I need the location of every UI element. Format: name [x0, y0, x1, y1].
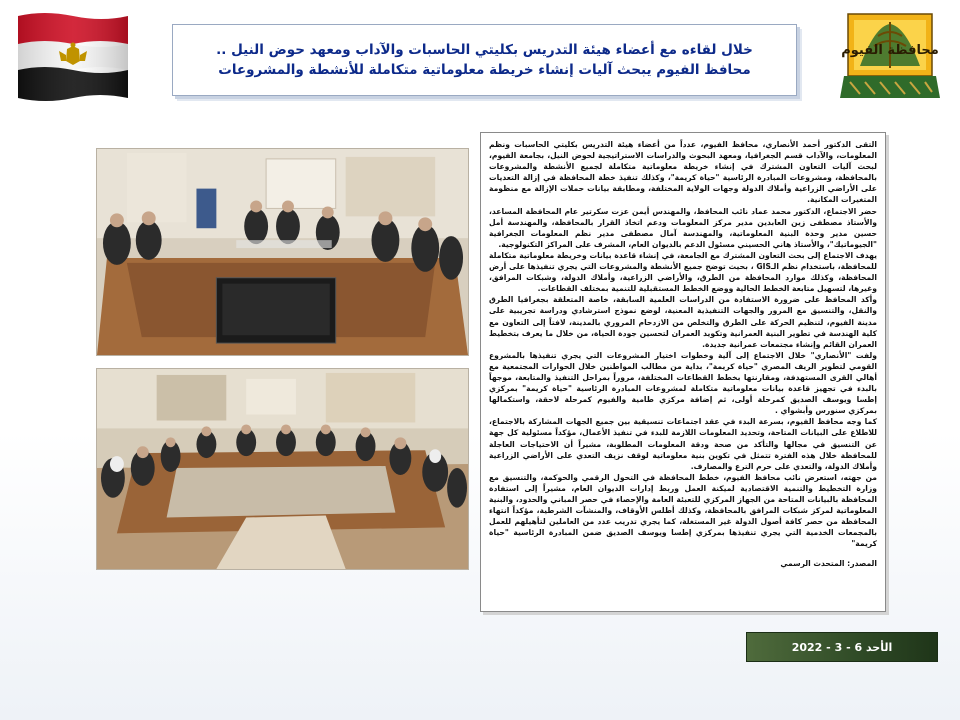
meeting-room-photo-icon	[97, 369, 468, 569]
date-bar	[746, 632, 938, 662]
article-paragraph: التقى الدكتور أحمد الأنصاري، محافظ الفيوم، عدداً من أعضاء هيئة التدريس بكليتي الحاسبات ونظم المعلومات، والآداب قسم الجغرافيا، ومعهد البحوث والدراسات الاستراتيجية لحوض النيل، بجامعة الفيوم، لبحث آليات التعاون المشترك في إنشاء خريطة معلوماتية متكاملة لجميع الأنشطة والمشروعات بالمحافظة، ومشروعات المبادرة الرئاسية "حياة كريمة"، وكذلك تنفيذ خطة المحافظة في إزالة التعديات على الأراضي الزراعية وأملاك الدولة وجهات الولاية المختلفة، ومطابقة بيانات حملات الإزالة مع منظومة المتغيرات المكانية.	[489, 140, 877, 205]
publication-date: الأحد 6 - 3 - 2022	[791, 640, 893, 654]
meeting-room-photo-icon	[97, 149, 468, 355]
article-paragraph: كما وجه محافظ الفيوم، بسرعة البدء في عقد اجتماعات تنسيقية بين جميع الجهات المشاركة بالاجتماع، للاطلاع على البيانات المتاحة، وتحديد المعلومات اللازمة للبدء في تنفيذ الأعمال، مؤكداً مسئولية كل جهة عن التنسيق في مجالها والتأكد من صحة ودقة المعلومات المطلوبة، مشيراً أن الاحتياجات العاجلة للمحافظة خلال هذه الفترة تتمثل في تكوين بنية معلوماتية لوقف نزيف التعدي على الأراضي الزراعية وأملاك الدولة، والتعدي على حرم الترع والمصارف.	[489, 417, 877, 471]
svg-text:محافظة الفيوم: محافظة الفيوم	[841, 43, 939, 58]
article-paragraph: من جهته، استعرض نائب محافظ الفيوم، خطط المحافظة في التحول الرقمي والحوكمة، والتنسيق مع وزارة التخطيط والتنمية الاقتصادية لميكنة العمل وربط إدارات الديوان العام، مشيراً إلى استفادة المحافظة بالبيانات المتاحة من الجهاز المركزي للتعبئة العامة والإحصاء في حصر المباني والحدود، والبنية المعلوماتية لمركز شبكات المرافق بالمحافظة، وكذلك أطلس الأوقاف، والمنشآت الشرطية، مؤكداً انتهاء المحافظة من حصر كافة أصول الدولة غير المستغلة، كما يجري تدريب عدد من العاملين لتأهيلهم للعمل بالمجمعات الخدمية التي يجري تنفيذها بمركزي إطسا ويوسف الصديق ضمن المبادرة الرئاسية "حياة كريمة"	[489, 472, 877, 549]
headline-line-2: محافظ الفيوم يبحث آليات إنشاء خريطة معلوماتية متكاملة للأنشطة والمشروعات	[218, 62, 751, 78]
egypt-flag-icon	[14, 10, 132, 102]
fayoum-governorate-emblem-icon	[830, 6, 950, 106]
article-paragraph: يهدف الاجتماع إلى بحث التعاون المشترك مع الجامعة، في إنشاء قاعدة بيانات وخريطة معلوماتية متكاملة للمحافظة، باستخدام نظم الـGIS ، بحيث توضح جميع الأنشطة والمشروعات التي يجري تنفيذها على أرض المحافظة، وكذلك موارد المحافظة من الطرق، والأراضي الزراعية، وأملاك الدولة، وشبكات المرافق، وغيرها، لتسهيل متابعة الخطط الحالية ووضع الخطط المستقبلية للتنمية بمختلف القطاعات.	[489, 250, 877, 294]
article-paragraph: ولفت "الأنصاري" خلال الاجتماع إلى آلية وخطوات اختيار المشروعات التي يجري تنفيذها بالمشروع القومي لتطوير الريف المصري "حياة كريمة"، بداية من مطالب المواطنين خلال الحوارات المجتمعية مع أهالي القرى المستهدفة، ومقارنتها بخطط القطاعات المختلفة، مروراً بمراحل التنفيذ والمتابعة، موجهاً بالبدء في تجهيز قاعدة بيانات معلوماتية متكاملة لمشروعات المبادرة الرئاسية "حياة كريمة" بمركزي إطسا ويوسف الصديق كمرحلة أولى، ثم إضافة مركزي طامية والفيوم كمرحلة لاحقة، واستكمالها بمركزي سنورس وأبشواي .	[489, 350, 877, 416]
headline-line-1: خلال لقاءه مع أعضاء هيئة التدريس بكليتي الحاسبات والآداب ومعهد حوض النيل ..	[216, 42, 753, 58]
article-text-box	[480, 132, 886, 612]
article-paragraph: وأكد المحافظ على ضرورة الاستفادة من الدراسات العلمية السابقة، خاصة المتعلقة بجغرافيا الطرق والنقل، والتنسيق مع المرور والجهات التنفيذية المعنية، لوضع نموذج استرشادي ودراسة تجريبية على مدينة الفيوم، لتنظيم الحركة على الطرق والتخلص من الازدحام المروري بالمدينة، لافتاً إلى التعاون مع كلية الهندسة في تطوير البنية العمرانية وتكويد العمران لتحسين جودة الحياة، من خلال ما يعرف بتخطيط العمران القائم وإنشاء مجتمعات عمرانية جديدة.	[489, 295, 877, 349]
meeting-photo-1	[96, 148, 469, 356]
article-source: المصدر: المتحدث الرسمي	[780, 559, 877, 569]
headline-box	[172, 24, 797, 96]
meeting-photo-2	[96, 368, 469, 570]
article-paragraph: حضر الاجتماع، الدكتور محمد عماد نائب المحافظ، والمهندس أيمن عزت سكرتير عام المحافظة المساعد، والأستاذ مصطفى زين العابدين مدير مركز المعلومات ودعم اتخاذ القرار بالمحافظة، والمهندسة أمل حسين مدير وحدة البنية المعلوماتية، والمهندسة آمال مصطفى مدير نظم المعلومات الجغرافية "الجيوماتيك"، والأستاذ هاني الحسيني مسئول الدعم بالديوان العام، المشرف على المراكز التكنولوجية.	[489, 206, 877, 249]
